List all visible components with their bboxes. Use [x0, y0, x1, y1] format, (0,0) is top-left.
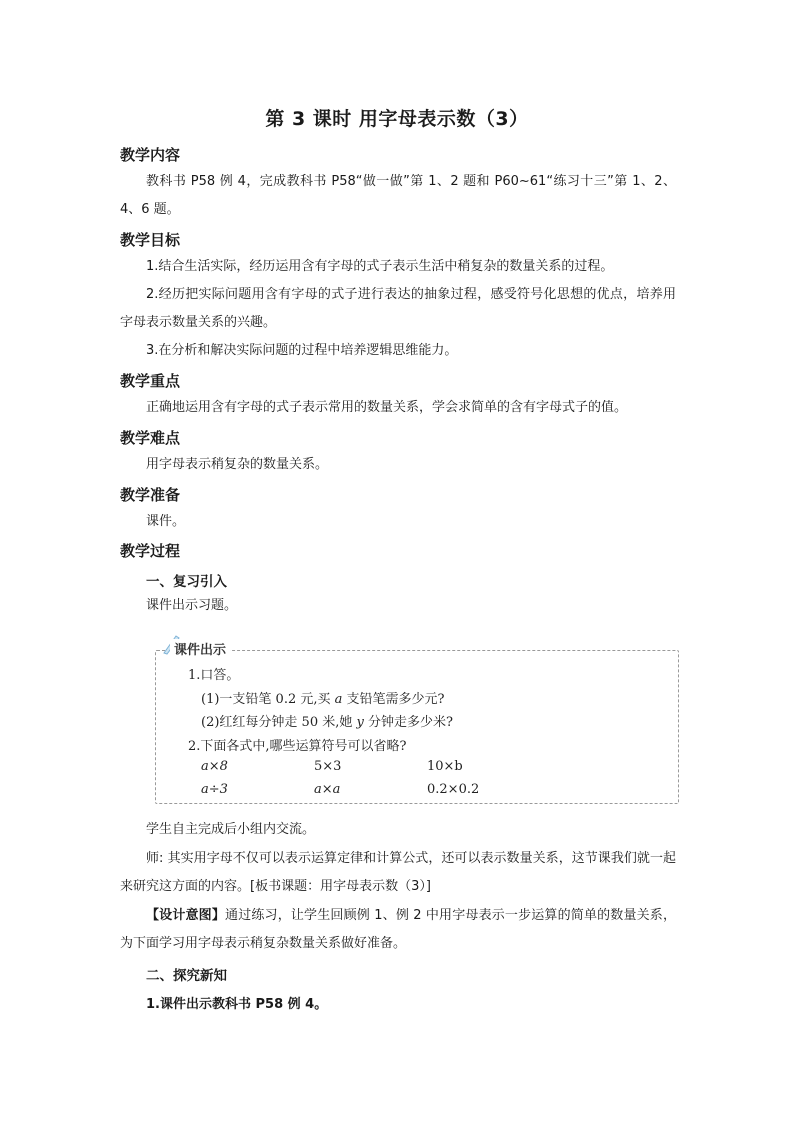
- design-intent: 【设计意图】通过练习，让学生回顾例 1、例 2 中用字母表示一步运算的简单的数量关系，为下面学习用字母表示稍复杂数量关系做好准备。: [120, 908, 676, 951]
- heading-goals: 教学目标: [120, 231, 181, 249]
- goal-item-2: 2.经历把实际问题用含有字母的式子进行表达的抽象过程，感受符号化思想的优点，培养用字母表示数量关系的兴趣。: [120, 287, 676, 330]
- key-text: 正确地运用含有字母的式子表示常用的数量关系，学会求简单的含有字母式子的值。: [146, 400, 628, 415]
- expr-0.2-times-0.2: 0.2×0.2: [427, 782, 480, 797]
- part2-title: 二、探究新知: [146, 968, 227, 984]
- expr-10-times-b: 10×b: [427, 759, 463, 774]
- expr-a-times-a: a×a: [314, 782, 341, 797]
- heading-content: 教学内容: [120, 146, 181, 164]
- box-q1a: (1)一支铅笔 0.2 元,买 a 支铅笔需多少元?: [201, 692, 445, 707]
- goal-item-1: 1.结合生活实际，经历运用含有字母的式子表示生活中稍复杂的数量关系的过程。: [146, 259, 614, 274]
- courseware-label: 课件出示: [170, 639, 230, 658]
- content-text: 教科书 P58 例 4，完成教科书 P58“做一做”第 1、2 题和 P60~61“练习十三”第 1、2、4、6 题。: [120, 174, 676, 217]
- prep-text: 课件。: [146, 514, 186, 529]
- expr-a-div-3: a÷3: [201, 782, 228, 797]
- part2-item-1: 1.课件出示教科书 P58 例 4。: [146, 997, 328, 1012]
- part1-text: 课件出示习题。: [146, 598, 238, 613]
- difficulty-text: 用字母表示稍复杂的数量关系。: [146, 457, 329, 472]
- after-text-2: 师: 其实用字母不仅可以表示运算定律和计算公式，还可以表示数量关系，这节课我们就一起来研究这方面的内容。[板书课题：用字母表示数（3）]: [120, 851, 676, 894]
- heading-difficulty: 教学难点: [120, 429, 181, 447]
- box-q1b: (2)红红每分钟走 50 米,她 y 分钟走多少米?: [201, 715, 453, 730]
- box-q2: 2.下面各式中,哪些运算符号可以省略?: [188, 739, 407, 754]
- goal-item-3: 3.在分析和解决实际问题的过程中培养逻辑思维能力。: [146, 343, 458, 358]
- part1-title: 一、复习引入: [146, 574, 227, 590]
- page-title: 第 3 课时 用字母表示数（3）: [265, 108, 529, 130]
- expr-a-times-8: a×8: [201, 759, 228, 774]
- heading-key: 教学重点: [120, 372, 181, 390]
- box-q1: 1.口答。: [188, 668, 240, 683]
- heading-process: 教学过程: [120, 542, 181, 560]
- expr-5-times-3: 5×3: [314, 759, 342, 774]
- heading-prep: 教学准备: [120, 486, 181, 504]
- after-text-1: 学生自主完成后小组内交流。: [146, 822, 316, 837]
